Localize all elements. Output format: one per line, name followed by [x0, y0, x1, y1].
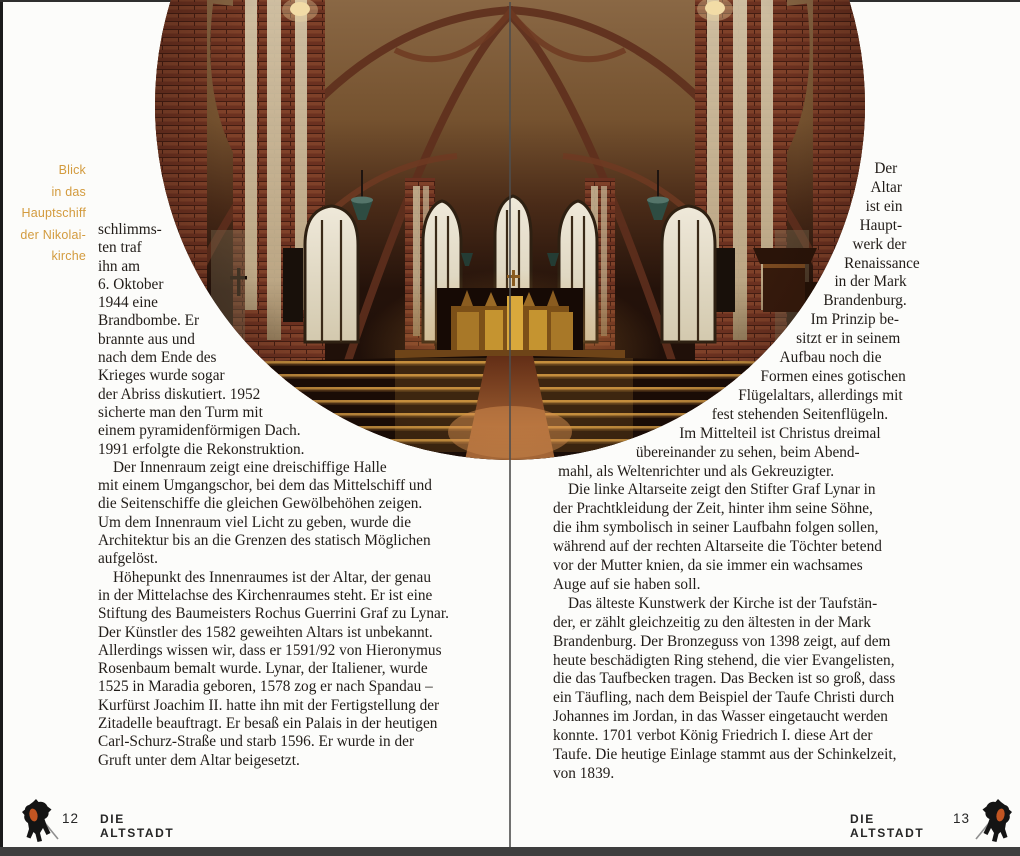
text-line: mit einem Umgangschor, bei dem das Mittelschiff und	[98, 477, 432, 495]
text-line: Zitadelle beauftragt. Er besaß ein Palais in der heutigen	[98, 715, 438, 733]
text-line: Brandenburg.	[823, 292, 907, 310]
caption-line: in das	[51, 184, 86, 199]
text-line: Brandbombe. Er	[98, 312, 200, 330]
text-line: Haupt-	[859, 216, 903, 234]
text-line: vor der Mutter knien, da sie immer ein wachsames	[553, 557, 863, 575]
book-gutter-line	[509, 2, 511, 847]
text-line: Allerdings wissen wir, dass er 1591/92 von Hieronymus	[98, 641, 442, 659]
text-line: 1991 erfolgte die Rekonstruktion.	[98, 440, 305, 458]
text-line: Formen eines gotischen	[760, 367, 906, 385]
text-line: während auf der rechten Altarseite die Töchter betend	[553, 538, 882, 556]
text-line: nach dem Ende des	[98, 349, 217, 367]
text-line: Der Innenraum zeigt eine dreischiffige Halle	[113, 458, 387, 476]
text-line: Architektur bis an die Grenzen des statisch Möglichen	[98, 532, 431, 550]
text-line: Rosenbaum bemalt wurde. Lynar, der Italiener, wurde	[98, 660, 428, 678]
page-number: 12	[62, 811, 80, 826]
text-line: in der Mittelachse des Kirchenraumes steht. Er ist eine	[98, 586, 433, 604]
caption-line: der Nikolai-	[20, 227, 86, 242]
text-line: Auge auf sie haben soll.	[553, 575, 701, 593]
text-line: Im Mittelteil ist Christus dreimal	[679, 424, 881, 442]
berlin-bear-icon	[972, 797, 1012, 843]
caption-line: Blick	[58, 163, 86, 177]
text-line: fest stehenden Seitenflügeln.	[711, 405, 889, 423]
text-line: Altar	[870, 178, 902, 196]
text-line: die das Taufbecken tragen. Das Becken ist so groß, dass	[553, 670, 896, 688]
text-line: einem pyramidenförmigen Dach.	[98, 422, 301, 440]
photo-caption	[14, 160, 86, 268]
text-line: werk der	[852, 235, 907, 253]
caption-line: kirche	[51, 249, 86, 263]
text-line: Taufe. Die heutige Einlage stammt aus der Schinkelzeit,	[553, 746, 897, 764]
text-line: die ihm symbolisch in seiner Laufbahn folgen sollen,	[553, 519, 879, 537]
text-line: Brandenburg. Der Bronzeguss von 1398 zeigt, auf dem	[553, 632, 891, 650]
text-line: ein Täufling, nach dem Beispiel der Taufe Christi durch	[553, 689, 895, 707]
text-line: Stiftung des Baumeisters Rochus Guerrini Graf zu Lynar.	[98, 605, 449, 623]
text-line: sitzt er in seinem	[796, 330, 901, 348]
text-line: Kurfürst Joachim II. hatte ihn mit der Fertigstellung der	[98, 696, 440, 714]
text-line: brannte aus und	[98, 330, 195, 348]
text-line: Höhepunkt des Innenraumes ist der Altar, der genau	[113, 568, 431, 586]
scan-edge-left	[0, 0, 3, 856]
text-line: Johannes im Jordan, in das Wasser eingetaucht werden	[553, 708, 888, 726]
text-line: aufgelöst.	[98, 550, 158, 568]
text-line: übereinander zu sehen, beim Abend-	[635, 443, 860, 461]
text-line: Die linke Altarseite zeigt den Stifter Graf Lynar in	[568, 481, 876, 499]
text-line: schlimms-	[98, 221, 162, 238]
right-page-text	[553, 160, 963, 784]
text-line: heute beschädigten Ring stehend, die vier Evangelisten,	[553, 651, 895, 669]
text-line: Der	[874, 160, 898, 177]
text-line: 1525 in Maradia geboren, 1578 zog er nach Spandau –	[98, 678, 433, 696]
text-line: von 1839.	[553, 765, 615, 782]
running-head: DIE ALTSTADT	[850, 812, 925, 840]
text-line: mahl, als Weltenrichter und als Gekreuzigter.	[558, 462, 835, 480]
text-line: der Prachtkleidung der Zeit, hinter ihm seine Söhne,	[553, 500, 873, 518]
text-line: der Abriss diskutiert. 1952	[98, 385, 261, 403]
caption-line: Hauptschiff	[21, 206, 86, 220]
text-line: die Seitenschiffe die gleichen Gewölbehöhen zeigen.	[98, 495, 423, 513]
scan-edge-bottom	[0, 847, 1020, 856]
text-line: ten traf	[98, 239, 142, 257]
text-line: ihn am	[98, 257, 141, 275]
text-line: Das älteste Kunstwerk der Kirche ist der Taufstän-	[568, 594, 878, 612]
berlin-bear-icon	[22, 797, 62, 843]
text-line: Krieges wurde sogar	[98, 367, 225, 385]
text-line: Carl-Schurz-Straße und starb 1596. Er wurde in der	[98, 733, 415, 751]
text-line: in der Mark	[834, 273, 907, 291]
page-number: 13	[953, 811, 971, 826]
text-line: Aufbau noch die	[779, 349, 882, 367]
text-line: Renaissance	[844, 254, 920, 272]
text-line: konnte. 1701 verbot König Friedrich I. diese Art der	[553, 727, 873, 745]
running-head: DIE ALTSTADT	[100, 812, 175, 840]
text-line: Der Künstler des 1582 geweihten Altars ist unbekannt.	[98, 623, 433, 641]
text-line: Im Prinzip be-	[810, 311, 900, 329]
text-line: 1944 eine	[98, 294, 158, 312]
text-line: sicherte man den Turm mit	[98, 403, 263, 421]
text-line: ist ein	[865, 197, 903, 215]
text-line: Flügelaltars, allerdings mit	[738, 386, 903, 404]
text-line: der, er zählt gleichzeitig zu den ältesten in der Mark	[553, 613, 871, 631]
text-line: 6. Oktober	[98, 275, 164, 293]
text-line: Gruft unter dem Altar beigesetzt.	[98, 751, 300, 769]
left-page-text	[98, 221, 518, 770]
text-line: Um dem Innenraum viel Licht zu geben, wurde die	[98, 513, 412, 531]
